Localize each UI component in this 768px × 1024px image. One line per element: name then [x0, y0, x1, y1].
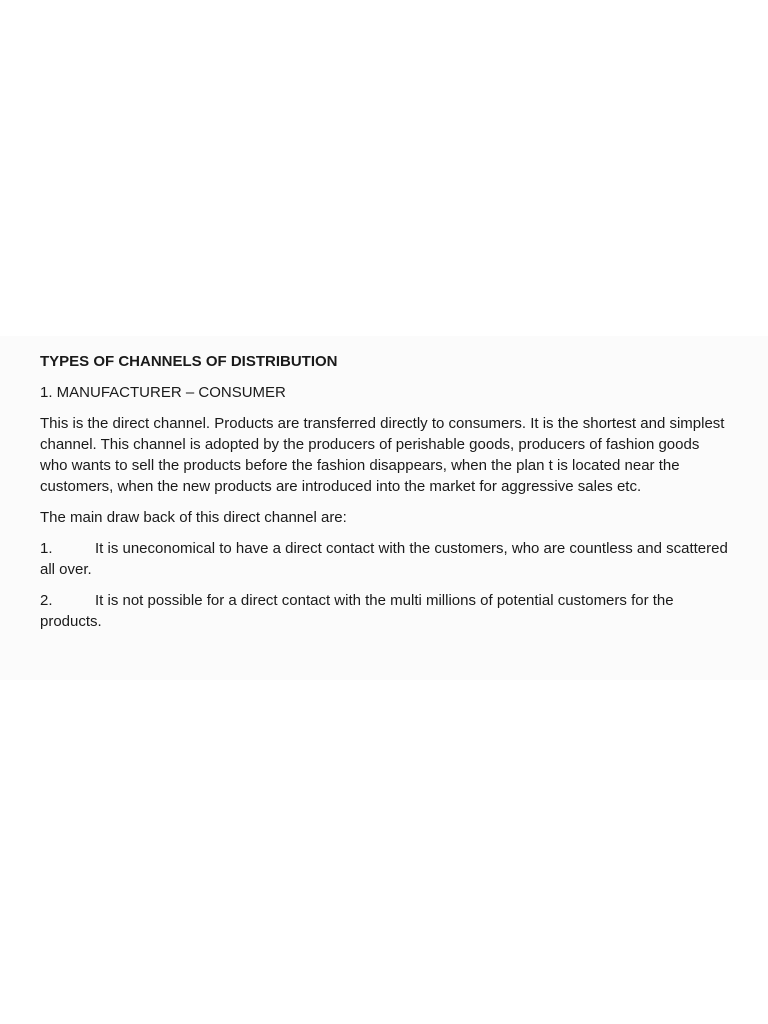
drawback-number: 1.: [40, 540, 53, 557]
drawback-item-2: [40, 590, 730, 632]
document-content: [40, 351, 730, 642]
intro-paragraph: This is the direct channel. Products are transferred directly to consumers. It is the shortest and simplest channel. This channel is adopted by the producers of perishable goods, producers of fashion goods who wants to sell the products before the fashion disappears, when the plan t is located near the customers, when the new products are introduced into the market for aggressive sales etc.: [40, 415, 725, 495]
section-heading: 1. MANUFACTURER – CONSUMER: [40, 384, 286, 401]
drawbacks-lead: The main draw back of this direct channel are:: [40, 509, 347, 526]
drawback-text: It is uneconomical to have a direct contact with the customers, who are countless and scattered all over.: [40, 540, 728, 578]
drawback-text: It is not possible for a direct contact with the multi millions of potential customers for the products.: [40, 592, 674, 630]
drawback-number: 2.: [40, 592, 53, 609]
document-title: TYPES OF CHANNELS OF DISTRIBUTION: [40, 353, 338, 370]
drawback-item-1: [40, 538, 730, 580]
